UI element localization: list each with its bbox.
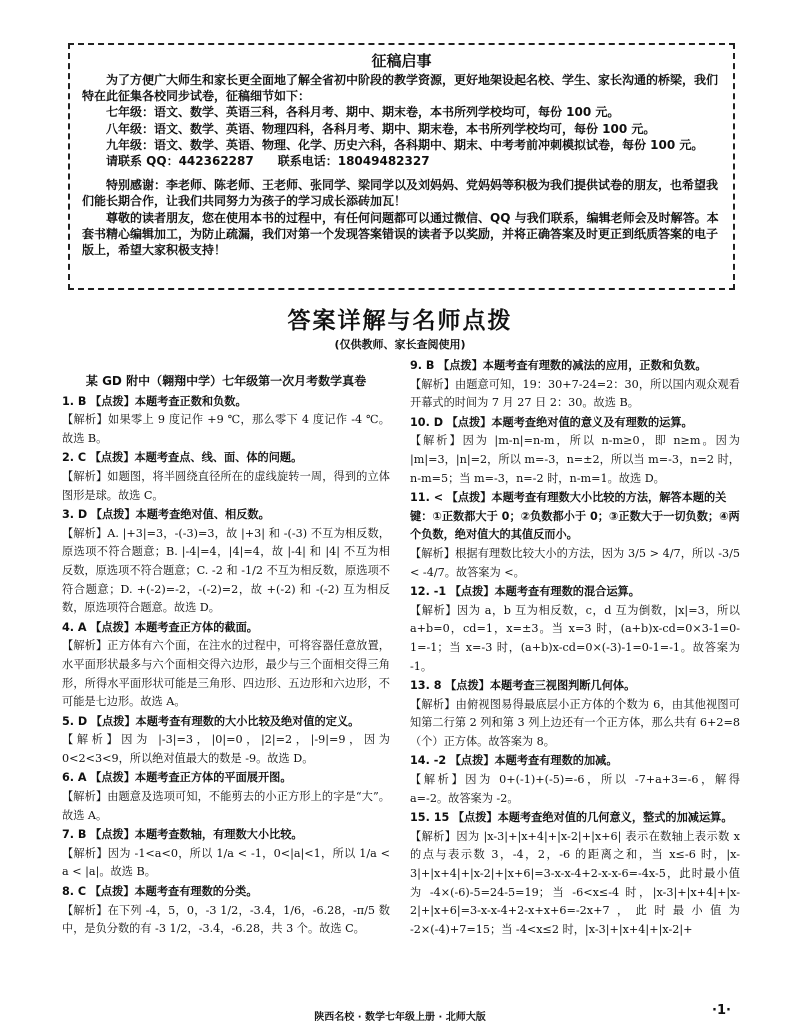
answer-item	[410, 583, 740, 676]
answer-tip: 【点拨】本题考查数轴，有理数大小比较。	[90, 828, 303, 842]
notice-title: 征稿启事	[371, 52, 432, 70]
notice-grade7: 七年级：语文、数学、英语三科，各科月考、期中、期末卷，本书所列学校均可，每份 100 元。	[106, 105, 620, 120]
answer-number: 13. 8	[410, 679, 442, 693]
answer-item	[410, 677, 740, 751]
answer-number: 12. -1	[410, 585, 447, 599]
answer-number: 5. D	[62, 714, 88, 728]
answer-tip: 【点拨】本题考查有理数的分类。	[89, 885, 258, 899]
notice-contact: 请联系 QQ：442362287 联系电话：18049482327	[106, 154, 430, 169]
answer-tip: 【点拨】本题考查正数和负数。	[90, 394, 247, 408]
notice-thanks: 特别感谢：李老师、陈老师、王老师、张同学、梁同学以及刘妈妈、党妈妈等积极为我们提供试卷的朋友，也希望我们能长期合作，让我们共同努力为孩子的学习成长添砖加瓦！	[82, 178, 719, 209]
page-number: ·1·	[712, 1003, 731, 1018]
answer-tip: 【点拨】本题考查正方体的截面。	[90, 620, 258, 634]
answer-number: 1. B	[62, 394, 87, 408]
answer-item	[62, 393, 390, 449]
answer-tip: 【点拨】本题考查点、线、面、体的问题。	[89, 451, 303, 465]
question-list-right	[410, 357, 740, 939]
answer-analysis: 【解析】根据有理数比较大小的方法，因为 3/5 > 4/7，所以 -3/5 < -4/7。故答案为 <。	[410, 546, 740, 579]
answer-number: 3. D	[62, 508, 88, 522]
answer-analysis: 【解析】如题图，将半圆绕直径所在的虚线旋转一周，得到的立体图形是球。故选 C。	[62, 469, 390, 502]
answer-analysis: 【解析】因为 |-3|=3，|0|=0，|2|=2，|-9|=9，因为 0<2<3<9，所以绝对值最大的数是 -9。故选 D。	[62, 733, 390, 765]
answer-analysis: 【解析】因为 a，b 互为相反数，c，d 互为倒数，|x|=3，所以 a+b=0，cd=1，x=±3。当 x=3 时，(a+b)x-cd=0×3-1=0-1=-1；当 x=-3 时，(a+b)x-cd=0×(-3)-1=0-1=-1。故答案为 -1。	[410, 603, 740, 673]
answer-analysis: 【解析】A. |+3|=3，-(-3)=3，故 |+3| 和 -(-3) 不互为相反数，原选项不符合题意；B. |-4|=4，|4|=4，故 |-4| 和 |4| 不互为相反数，原选项不符合题意；C. -2 和 -1/2 不互为相反数，原选项不符合题意；D. +(-2)=-2，-(-2)=2，故 +(-2) 和 -(-2) 互为相反数，原选项符合题意。故选 D。	[62, 526, 390, 615]
answer-tip: 【点拨】本题考查绝对值的几何意义，整式的加减运算。	[452, 811, 733, 825]
answer-item	[410, 414, 740, 488]
answer-number: 10. D	[410, 415, 443, 429]
answer-item	[62, 449, 390, 505]
answer-item	[410, 752, 740, 808]
answer-analysis: 【解析】由题意可知，19：30+7-24=2：30，所以国内观众观看开幕式的时间为 7 月 27 日 2：30。故选 B。	[410, 377, 740, 410]
answer-number: 9. B	[410, 359, 435, 372]
answer-analysis: 【解析】由题意及选项可知，不能剪去的小正方形上的字是“大”。故选 A。	[62, 790, 390, 822]
notice-grade9: 九年级：语文、数学、英语、物理、化学、历史六科，各科期中、期末、中考考前冲刺模拟试卷，每份 100 元。	[106, 137, 704, 152]
answer-analysis: 【解析】因为 |m-n|=n-m，所以 n-m≥0，即 n≥m。因为 |m|=3，|n|=2，所以 m=-3，n=±2，所以当 m=-3，n=2 时，n-m=5；当 m=-3，n=-2 时，n-m=1。故选 D。	[410, 434, 740, 485]
notice-intro: 为了方便广大师生和家长更全面地了解全省初中阶段的教学资源，更好地架设起名校、学生、家长沟通的桥梁，我们特在此征集各校同步试卷，征稿细节如下：	[82, 73, 719, 104]
answer-analysis: 【解析】因为 -1<a<0，所以 1/a < -1，0<|a|<1，所以 1/a < a < |a|。故选 B。	[62, 846, 390, 879]
exam-title: 某 GD 附中（翱翔中学）七年级第一次月考数学真卷	[85, 374, 367, 388]
page-title: 答案详解与名师点拨	[287, 308, 513, 334]
answer-item	[62, 769, 390, 825]
answer-number: 11. <	[410, 491, 444, 505]
answer-number: 15. 15	[410, 811, 450, 825]
answer-item	[410, 357, 740, 413]
answer-tip: 【点拨】本题考查绝对值、相反数。	[90, 508, 270, 522]
answer-tip: 【点拨】本题考查三视图判断几何体。	[445, 679, 636, 693]
answer-analysis: 【解析】如果零上 9 度记作 +9 ℃，那么零下 4 度记作 -4 ℃。故选 B。	[62, 413, 390, 445]
answer-tip: 【点拨】本题考查有理数的混合运算。	[449, 585, 640, 599]
notice-grade8: 八年级：语文、数学、英语、物理四科，各科月考、期中、期末卷，本书所列学校均可，每份 100 元。	[106, 121, 656, 136]
page-footer: 陕西名校 · 数学七年级上册 · 北师大版	[314, 1012, 486, 1023]
answer-number: 4. A	[62, 620, 87, 634]
answer-number: 6. A	[62, 771, 87, 785]
answer-item	[62, 826, 390, 882]
answer-analysis: 【解析】正方体有六个面，在注水的过程中，可将容器任意放置，水平面形状最多与六个面相交得六边形，最少与三个面相交得三角形，所得水平面形状可能是三角形、四边形、五边形和六边形，不可能是七边形。故选 A。	[62, 639, 390, 709]
answer-item	[410, 489, 740, 582]
answer-tip: 【点拨】本题考查有理数大小比较的方法，解答本题的关键：①正数都大于 0；②负数都小于 0；③正数大于一切负数；④两个负数，绝对值大的其值反而小。	[410, 491, 740, 542]
answer-tip: 【点拨】本题考查有理数的加减。	[449, 754, 618, 768]
answer-item	[62, 619, 390, 712]
answer-tip: 【点拨】本题考查有理数的减法的应用，正数和负数。	[438, 359, 707, 372]
answer-item	[62, 883, 390, 939]
answer-number: 2. C	[62, 451, 87, 465]
answer-analysis: 【解析】在下列 -4，5，0，-3 1/2，-3.4̇，1/6，-6.28，-π/5 数中，是负分数的有 -3 1/2，-3.4̇，-6.28，共 3 个。故选 C。	[62, 903, 390, 936]
answer-analysis: 【解析】由俯视图易得最底层小正方体的个数为 6，由其他视图可知第二行第 2 列和第 3 列上边还有一个正方体，那么共有 6+2=8（个）正方体。故答案为 8。	[410, 697, 740, 748]
answer-item	[410, 809, 740, 939]
answer-item	[62, 506, 390, 618]
answer-tip: 【点拨】本题考查绝对值的意义及有理数的运算。	[446, 415, 693, 429]
answer-tip: 【点拨】本题考查有理数的大小比较及绝对值的定义。	[90, 714, 360, 728]
answer-tip: 【点拨】本题考查正方体的平面展开图。	[90, 771, 292, 785]
page-subtitle: (仅供教师、家长查阅使用)	[334, 338, 466, 351]
answer-item	[62, 713, 390, 769]
left-column	[62, 372, 390, 994]
answer-number: 14. -2	[410, 754, 447, 768]
right-column	[410, 357, 740, 994]
notice-reader-note: 尊敬的读者朋友，您在使用本书的过程中，有任何问题都可以通过微信、QQ 与我们联系，编辑老师会及时解答。本套书精心编辑加工，为防止疏漏，我们对第一个发现答案错误的读者予以奖励，并将正确答案及时更正到纸质答案的电子版上，希望大家积极支持！	[82, 210, 719, 258]
answer-number: 8. C	[62, 885, 87, 899]
answer-number: 7. B	[62, 828, 87, 842]
question-list-left	[62, 393, 390, 939]
answer-analysis: 【解析】因为 0+(-1)+(-5)=-6，所以 -7+a+3=-6，解得 a=-2。故答案为 -2。	[410, 773, 740, 805]
notice-box	[68, 43, 735, 290]
answer-analysis: 【解析】因为 |x-3|+|x+4|+|x-2|+|x+6| 表示在数轴上表示数 x 的点与表示数 3，-4，2，-6 的距离之和，当 x≤-6 时，|x-3|+|x+4|+|x-2|+|x+6|=3-x-x-4+2-x-x-6=-4x-5，此时最小值为 -4×(-6)-5=24-5=19；当 -6<x≤-4 时，|x-3|+|x+4|+|x-2|+|x+6|=3-x-x-4+2-x+x+6=-2x+7，此时最小值为 -2×(-4)+7=15；当 -4<x≤2 时，|x-3|+|x+4|+|x-2|+	[410, 829, 740, 936]
